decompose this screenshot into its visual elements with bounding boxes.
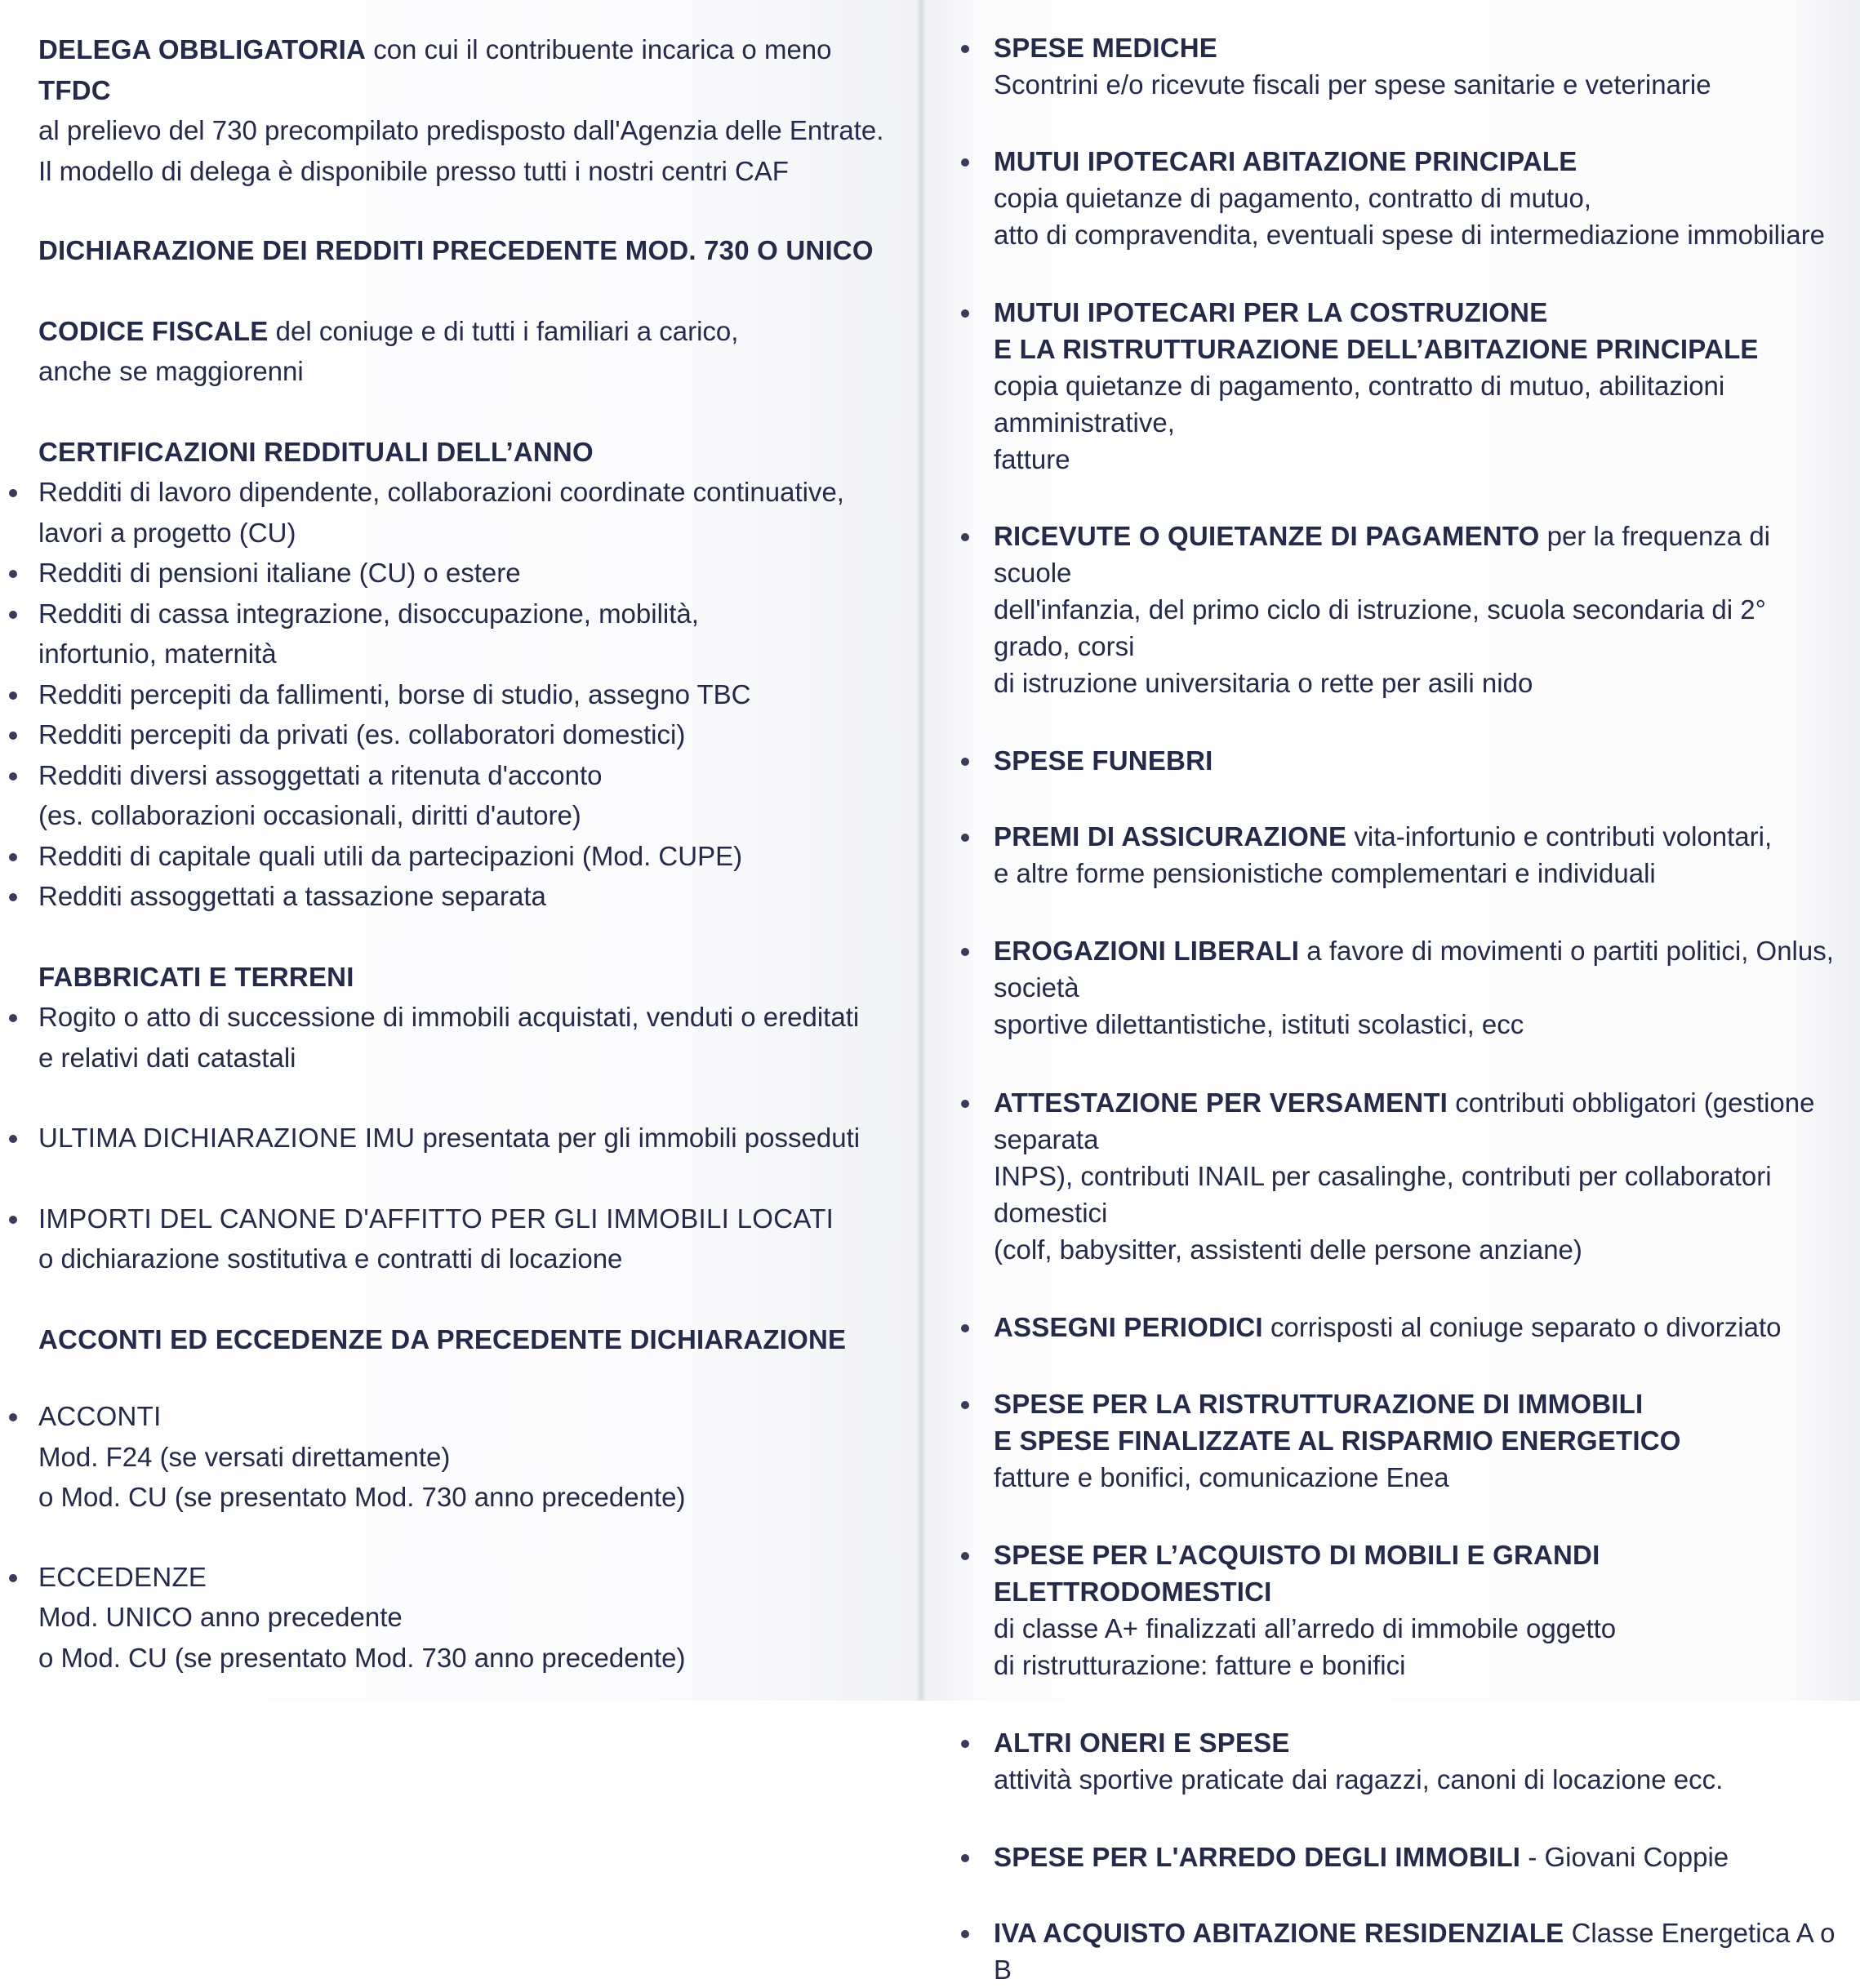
list-item	[38, 997, 904, 1078]
acconti-caps: ACCONTI	[38, 1401, 162, 1431]
list-item	[38, 714, 904, 755]
right-section	[994, 1385, 1843, 1496]
right-section	[994, 1724, 1843, 1798]
right-section-line: dell'infanzia, del primo ciclo di istruzione, scuola secondaria di 2° grado, corsi	[994, 594, 1766, 661]
tfdc-label: TFDC	[38, 74, 111, 105]
certificazioni-item-line: (es. collaborazioni occasionali, diritti d'autore)	[38, 800, 581, 830]
eccedenze-section	[38, 1557, 904, 1679]
right-section-line: copia quietanze di pagamento, contratto di mutuo,	[994, 183, 1591, 213]
certificazioni-item-line: Redditi di cassa integrazione, disoccupazione, mobilità,	[38, 598, 699, 629]
eccedenze-line-2: Mod. UNICO anno precedente	[38, 1602, 403, 1632]
codice-line-1	[38, 311, 904, 352]
list-item	[38, 594, 904, 674]
acconti-section	[38, 1396, 904, 1518]
right-section	[994, 1084, 1843, 1268]
delega-line-2: al prelievo del 730 precompilato predisposto dall'Agenzia delle Entrate.	[38, 115, 884, 145]
right-section-line: (colf, babysitter, assistenti delle persone anziane)	[994, 1234, 1582, 1265]
right-section-line: di ristrutturazione: fatture e bonifici	[994, 1650, 1406, 1680]
affitto-section	[38, 1199, 904, 1279]
certificazioni-section	[38, 432, 904, 917]
right-column	[994, 29, 1843, 1988]
fabbricati-heading: FABBRICATI E TERRENI	[38, 961, 354, 992]
dichiarazione-heading: DICHIARAZIONE DEI REDDITI PRECEDENTE MOD. 730 O UNICO	[38, 235, 874, 265]
dichiarazione-section	[38, 230, 904, 271]
right-section-heading: E SPESE FINALIZZATE AL RISPARMIO ENERGETICO	[994, 1425, 1681, 1456]
imu-text: presentata per gli immobili posseduti	[415, 1123, 861, 1153]
right-section	[994, 818, 1843, 892]
left-column	[38, 29, 904, 1718]
right-section-heading: ATTESTAZIONE PER VERSAMENTI	[994, 1087, 1448, 1118]
right-section-inline-text: a favore di movimenti o partiti politici, Onlus, società	[994, 936, 1834, 1003]
delega-section	[38, 29, 904, 191]
right-section-inline-text: vita-infortunio e contributi volontari,	[1346, 821, 1773, 852]
right-section-heading: E LA RISTRUTTURAZIONE DELL’ABITAZIONE PRINCIPALE	[994, 334, 1759, 364]
affitto-line-2: o dichiarazione sostitutiva e contratti di locazione	[38, 1243, 623, 1274]
list-item	[38, 472, 904, 553]
list-item	[38, 553, 904, 594]
eccedenze-caps: ECCEDENZE	[38, 1561, 207, 1592]
right-section	[994, 1537, 1843, 1683]
certificazioni-item-line: lavori a progetto (CU)	[38, 517, 296, 548]
right-section	[994, 1839, 1843, 1875]
right-section-line: di istruzione universitaria o rette per asili nido	[994, 668, 1533, 698]
acconti-line-3: o Mod. CU (se presentato Mod. 730 anno precedente)	[38, 1482, 686, 1512]
codice-line-2: anche se maggiorenni	[38, 356, 304, 386]
list-item	[38, 836, 904, 877]
certificazioni-item-line: Redditi assoggettati a tassazione separata	[38, 881, 546, 911]
right-section-inline-text: - Giovani Coppie	[1520, 1842, 1729, 1872]
delega-line-3: Il modello di delega è disponibile presso tutti i nostri centri CAF	[38, 155, 789, 186]
right-section-heading: MUTUI IPOTECARI ABITAZIONE PRINCIPALE	[994, 146, 1577, 176]
acconti-line-2: Mod. F24 (se versati direttamente)	[38, 1441, 451, 1472]
right-section-heading: IVA ACQUISTO ABITAZIONE RESIDENZIALE	[994, 1918, 1564, 1948]
right-section-line: di classe A+ finalizzati all’arredo di immobile oggetto	[994, 1613, 1617, 1643]
delega-text: con cui il contribuente incarica o meno	[366, 34, 832, 64]
codice-fiscale-section	[38, 311, 904, 392]
right-section	[994, 1309, 1843, 1345]
right-section-inline-text: per la frequenza di scuole	[994, 521, 1770, 588]
certificazioni-item-line: Redditi di capitale quali utili da partecipazioni (Mod. CUPE)	[38, 840, 743, 871]
eccedenze-line-3: o Mod. CU (se presentato Mod. 730 anno precedente)	[38, 1642, 686, 1673]
affitto-caps: IMPORTI DEL CANONE D'AFFITTO PER GLI IMMOBILI LOCATI	[38, 1203, 834, 1234]
right-section-heading: RICEVUTE O QUIETANZE DI PAGAMENTO	[994, 521, 1540, 551]
imu-list	[38, 1118, 904, 1159]
right-section-heading: SPESE FUNEBRI	[994, 745, 1213, 776]
certificazioni-item-line: Redditi percepiti da fallimenti, borse di studio, assegno TBC	[38, 678, 751, 709]
certificazioni-item-line: Redditi di pensioni italiane (CU) o estere	[38, 558, 521, 588]
right-section-heading: ALTRI ONERI E SPESE	[994, 1728, 1290, 1758]
right-section-line: INPS), contributi INAIL per casalinghe, contributi per collaboratori domestici	[994, 1161, 1772, 1228]
list-item	[38, 1557, 904, 1679]
certificazioni-item-line: infortunio, maternità	[38, 638, 277, 669]
eccedenze-list	[38, 1557, 904, 1679]
delega-line-1	[38, 29, 904, 110]
right-section	[994, 742, 1843, 779]
certificazioni-item-line: Redditi di lavoro dipendente, collaborazioni coordinate continuative,	[38, 477, 844, 507]
fabbricati-section	[38, 957, 904, 1079]
fabbricati-list	[38, 997, 904, 1078]
right-section-heading: ASSEGNI PERIODICI	[994, 1312, 1263, 1342]
right-section-heading: MUTUI IPOTECARI PER LA COSTRUZIONE	[994, 297, 1548, 327]
right-section	[994, 932, 1843, 1043]
acconti-heading-section	[38, 1319, 904, 1360]
codice-fiscale-text: del coniuge e di tutti i familiari a carico,	[268, 315, 739, 346]
right-section-line: Scontrini e/o ricevute fiscali per spese sanitarie e veterinarie	[994, 69, 1711, 100]
affitto-list	[38, 1199, 904, 1279]
fabbricati-line-1: Rogito o atto di successione di immobili acquistati, venduti o ereditati	[38, 1002, 860, 1032]
imu-section	[38, 1118, 904, 1159]
right-section-heading: EROGAZIONI LIBERALI	[994, 936, 1300, 966]
imu-caps: ULTIMA DICHIARAZIONE IMU	[38, 1123, 416, 1153]
right-section-heading: SPESE PER LA RISTRUTTURAZIONE DI IMMOBILI	[994, 1389, 1644, 1419]
certificazioni-item-line: Redditi diversi assoggettati a ritenuta d'acconto	[38, 759, 603, 790]
list-item	[38, 876, 904, 917]
acconti-heading: ACCONTI ED ECCEDENZE DA PRECEDENTE DICHIARAZIONE	[38, 1323, 847, 1354]
right-section-inline-text: corrisposti al coniuge separato o divorziato	[1262, 1312, 1782, 1342]
right-section-line: fatture e bonifici, comunicazione Enea	[994, 1462, 1449, 1492]
right-section	[994, 1915, 1843, 1988]
list-item	[38, 674, 904, 715]
fabbricati-line-2: e relativi dati catastali	[38, 1042, 296, 1073]
right-section-line: attività sportive praticate dai ragazzi, canoni di locazione ecc.	[994, 1764, 1724, 1795]
right-section	[994, 518, 1843, 701]
right-section-heading: SPESE PER L’ACQUISTO DI MOBILI E GRANDI ELETTRODOMESTICI	[994, 1540, 1600, 1607]
certificazioni-list	[38, 472, 904, 917]
right-section	[994, 294, 1843, 478]
list-item	[38, 1199, 904, 1279]
right-section-line: atto di compravendita, eventuali spese di intermediazione immobiliare	[994, 220, 1826, 250]
right-section-line: e altre forme pensionistiche complementari e individuali	[994, 858, 1656, 888]
right-section-heading: PREMI DI ASSICURAZIONE	[994, 821, 1347, 852]
codice-fiscale-heading: CODICE FISCALE	[38, 315, 269, 346]
acconti-list	[38, 1396, 904, 1518]
right-section-line: fatture	[994, 444, 1070, 474]
page-fold-shadow	[916, 0, 926, 1701]
list-item	[38, 755, 904, 836]
right-section-inline-text: contributi obbligatori (gestione separata	[994, 1087, 1815, 1154]
certificazioni-item-line: Redditi percepiti da privati (es. collaboratori domestici)	[38, 719, 686, 749]
certificazioni-heading: CERTIFICAZIONI REDDITUALI DELL’ANNO	[38, 436, 594, 467]
right-section	[994, 143, 1843, 253]
right-section	[994, 29, 1843, 103]
right-section-heading: SPESE PER L'ARREDO DEGLI IMMOBILI	[994, 1842, 1521, 1872]
delega-heading: DELEGA OBBLIGATORIA	[38, 34, 367, 64]
right-section-heading: SPESE MEDICHE	[994, 33, 1217, 63]
list-item	[38, 1118, 904, 1159]
right-section-line: copia quietanze di pagamento, contratto di mutuo, abilitazioni amministrative,	[994, 371, 1725, 438]
right-section-inline-text: Classe Energetica A o B	[994, 1918, 1836, 1985]
right-section-line: sportive dilettantistiche, istituti scolastici, ecc	[994, 1009, 1524, 1039]
list-item	[38, 1396, 904, 1518]
